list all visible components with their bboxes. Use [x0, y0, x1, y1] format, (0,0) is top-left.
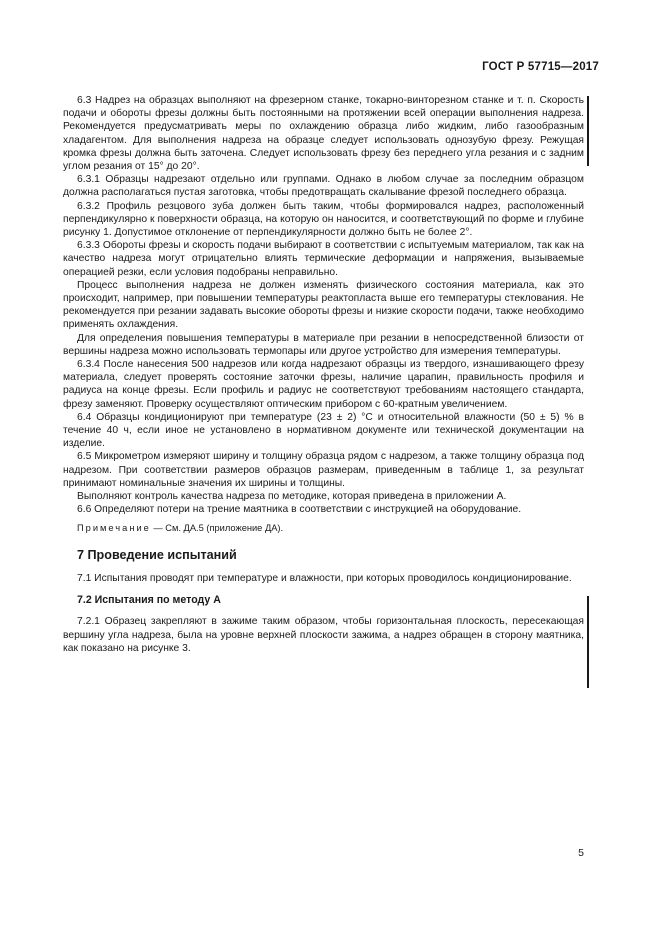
paragraph-6-4: 6.4 Образцы кондиционируют при температуре (23 ± 2) °C и относительной влажности (50 ± 5) % в течение 40 ч, если иное не установлено в нормативном документе или технической документации на изделие.: [63, 411, 584, 450]
revision-bar-top: [587, 96, 589, 166]
document-header-code: ГОСТ Р 57715—2017: [482, 61, 599, 73]
revision-bar-bottom: [587, 596, 589, 688]
paragraph-7-2-1: 7.2.1 Образец закрепляют в зажиме таким образом, чтобы горизонтальная плоскость, пересекающая вершину угла надреза, была на уровне верхней плоскости зажима, а надрез обращен в сторону маятника, как показано на рисунке 3.: [63, 616, 584, 654]
paragraph-6-3-3: 6.3.3 Обороты фрезы и скорость подачи выбирают в соответствии с испытуемым материалом, так как на качество надреза могут отрицательно влиять термические деформации и напряжения, вызываемые операцией резки, если условия подобраны неправильно.: [63, 240, 584, 278]
paragraph-6-6: 6.6 Определяют потери на трение маятника в соответствии с инструкцией на оборудование.: [77, 504, 522, 516]
paragraph-6-3-1: 6.3.1 Образцы надрезают отдельно или группами. Однако в любом случае за последним образцом должна располагаться пустая заготовка, чтобы предотвращать скалывание фрезой последнего образца.: [63, 174, 584, 199]
page-number: 5: [578, 847, 584, 859]
paragraph-process: Процесс выполнения надреза не должен изменять физического состояния материала, как это происходит, например, при повышении температуры реактопласта выше его температуры стеклования. Не рекомендуется при резании задавать высокие обороты фрезы и низкие скорости подачи, также необходимо применять охлаждения.: [63, 279, 584, 331]
paragraph-temperature: Для определения повышения температуры в материале при резании в непосредственной близости от вершины надреза можно использовать термопары или другое устройство для измерения температуры.: [63, 332, 584, 357]
subsection-7-2-title: 7.2 Испытания по методу А: [77, 594, 221, 607]
paragraph-control: Выполняют контроль качества надреза по методике, которая приведена в приложении А.: [77, 491, 507, 503]
document-body: [63, 94, 584, 655]
note-label: Примечание: [77, 522, 151, 533]
note: [63, 522, 584, 535]
paragraph-7-1: 7.1 Испытания проводят при температуре и влажности, при которых проводилось кондиционирование.: [77, 572, 572, 584]
paragraph-6-3-4: 6.3.4 После нанесения 500 надрезов или когда надрезают образцы из твердого, изнашивающего фрезу материала, следует проверять состояние заточки фрезы, наличие царапин, правильность профиля и радиуса на конце фрезы. Если профиль и радиус не соответствуют требованиям настоящего стандарта, фрезу заменяют. Проверку осуществляют оптическим прибором с 60-кратным увеличением.: [63, 359, 584, 410]
paragraph-6-3-2: 6.3.2 Профиль резцового зуба должен быть таким, чтобы формировался надрез, расположенный перпендикулярно к поверхности образца, на которую он наносится, и соответствующий по форме и глубине рисунку 1. Допустимое отклонение от перпендикулярности должно быть не более 2°.: [63, 200, 584, 239]
paragraph-6-5: 6.5 Микрометром измеряют ширину и толщину образца рядом с надрезом, а также толщину образца под надрезом. При соответствии размеров образцов размерам, приведенным в таблице 1, за результат принимают номинальные значения их ширины и толщины.: [63, 451, 584, 489]
note-text: — См. ДА.5 (приложение ДА).: [150, 522, 284, 533]
paragraph-6-3: 6.3 Надрез на образцах выполняют на фрезерном станке, токарно-винторезном станке и т. п. Скорость подачи и обороты фрезы должны быть постоянными на протяжении всей операции выполнения надреза. Рекомендуется предусматривать меры по охлаждению образца либо жидким, либо газообразным хладагентом. Для выполнения надреза на образце следует использовать однозубую фрезу. Режущая кромка фрезы должна быть заточена. Следует использовать фрезу без переднего угла резания и с задним углом резания от 15° до 20°.: [63, 95, 584, 173]
section-7-title: 7 Проведение испытаний: [77, 547, 237, 562]
